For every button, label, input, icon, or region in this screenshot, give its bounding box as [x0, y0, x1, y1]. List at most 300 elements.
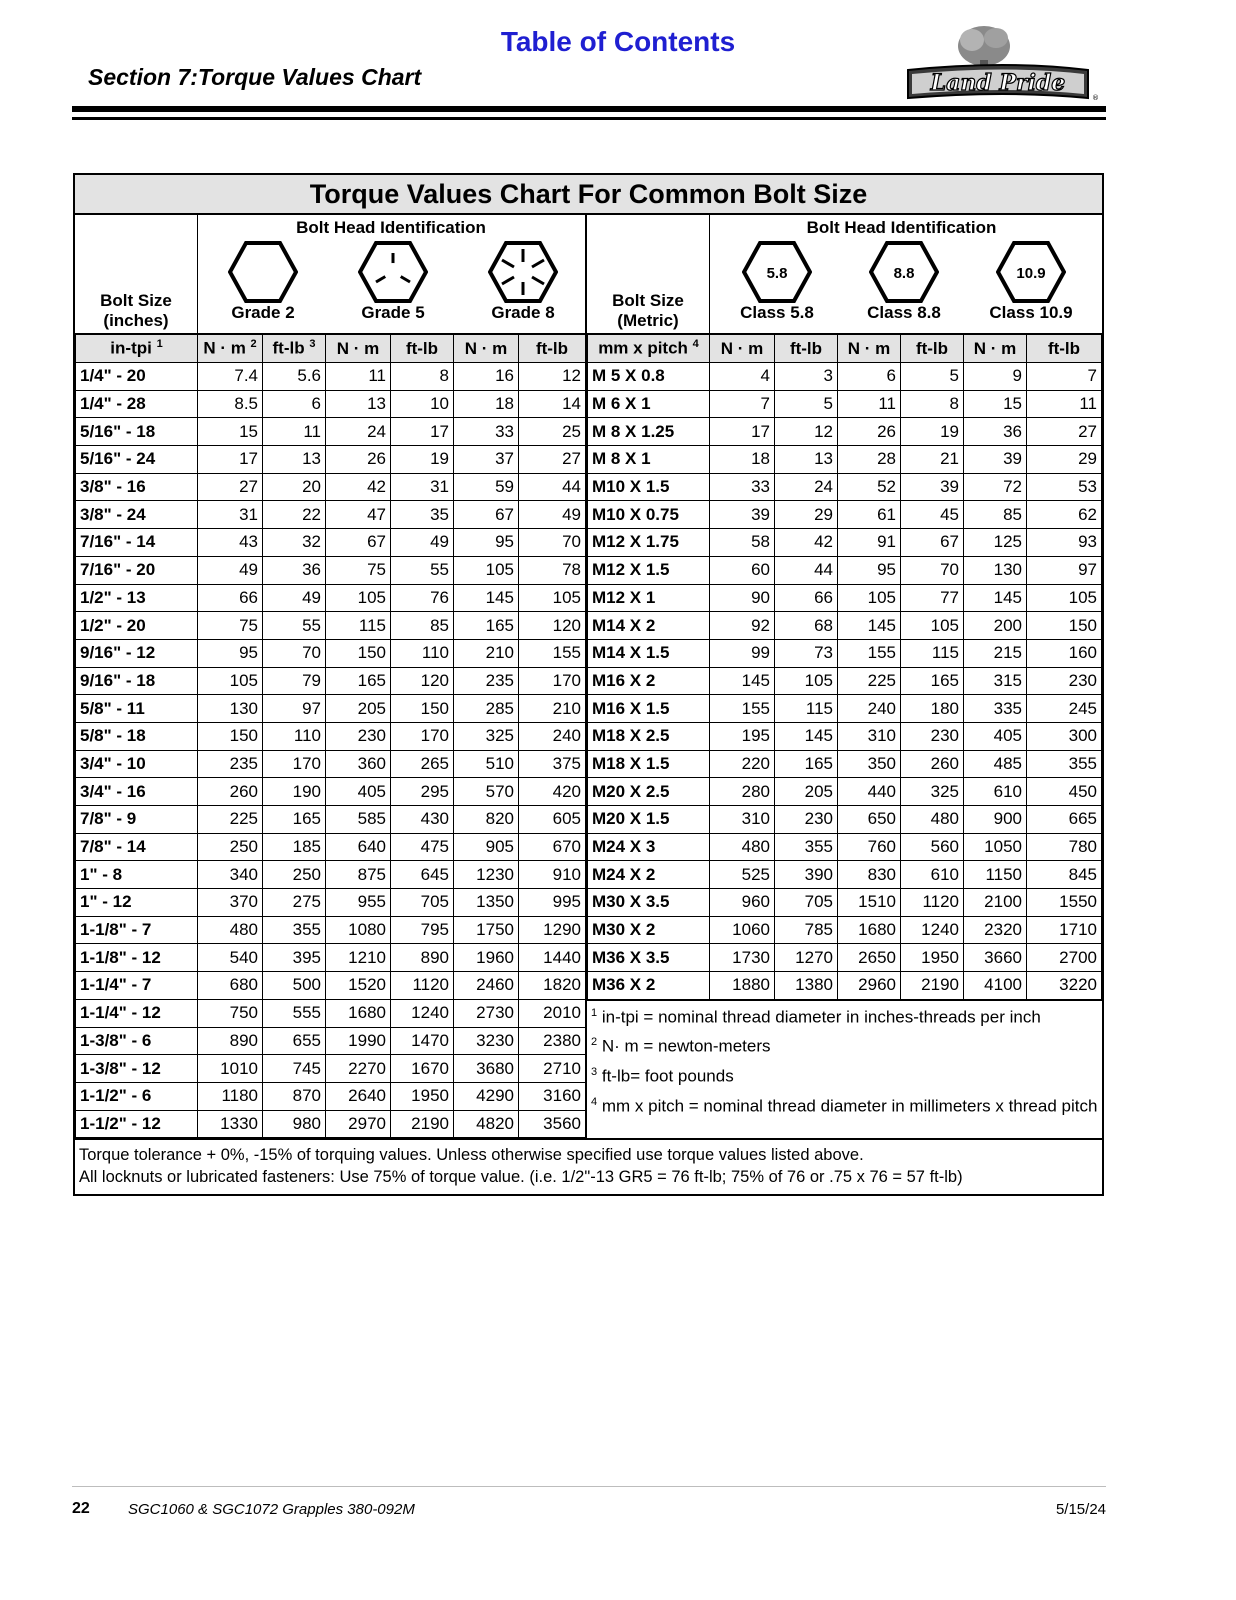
torque-value-cell: 15: [964, 390, 1027, 418]
torque-value-cell: 4290: [454, 1082, 519, 1110]
torque-value-cell: 210: [454, 639, 519, 667]
torque-value-cell: 1820: [519, 972, 586, 1000]
inch-bolt-head-header: [75, 215, 585, 334]
torque-value-cell: 325: [454, 722, 519, 750]
torque-value-cell: 315: [964, 667, 1027, 695]
torque-value-cell: 745: [263, 1055, 326, 1083]
inch-table-row: [76, 667, 586, 695]
torque-value-cell: 10: [391, 390, 454, 418]
torque-value-cell: 1520: [326, 972, 391, 1000]
torque-value-cell: 29: [1027, 446, 1102, 474]
svg-text:8.8: 8.8: [893, 265, 915, 282]
torque-value-cell: 4: [710, 363, 775, 391]
torque-value-cell: 12: [519, 363, 586, 391]
bolt-size-cell: 9/16" - 18: [76, 667, 198, 695]
torque-value-cell: 890: [391, 944, 454, 972]
torque-value-cell: 49: [391, 529, 454, 557]
bolt-size-cell: 3/4" - 10: [76, 750, 198, 778]
metric-table-row: [588, 363, 1102, 391]
metric-table-row: [588, 529, 1102, 557]
torque-value-cell: 170: [391, 722, 454, 750]
torque-value-cell: 910: [519, 861, 586, 889]
torque-value-cell: 21: [901, 446, 964, 474]
torque-value-cell: 36: [263, 556, 326, 584]
bolt-size-cell: 3/4" - 16: [76, 778, 198, 806]
metric-table-row: [588, 806, 1102, 834]
bolt-size-cell: M20 X 1.5: [588, 806, 710, 834]
class-8-8-head: 8.8 Class 8.8: [844, 241, 964, 323]
torque-value-cell: 77: [901, 584, 964, 612]
bolt-size-cell: 3/8" - 16: [76, 473, 198, 501]
torque-value-cell: 5: [775, 390, 838, 418]
col-grade8-nm: N · m: [454, 335, 519, 363]
torque-value-cell: 3560: [519, 1110, 586, 1138]
inch-table-row: [76, 695, 586, 723]
torque-value-cell: 160: [1027, 639, 1102, 667]
bolt-size-cell: M10 X 1.5: [588, 473, 710, 501]
torque-value-cell: 115: [326, 612, 391, 640]
inch-table-row: [76, 390, 586, 418]
torque-value-cell: 70: [901, 556, 964, 584]
torque-value-cell: 500: [263, 972, 326, 1000]
torque-value-cell: 650: [838, 806, 901, 834]
torque-value-cell: 22: [263, 501, 326, 529]
inch-table-row: [76, 612, 586, 640]
metric-table-row: [588, 695, 1102, 723]
torque-value-cell: 665: [1027, 806, 1102, 834]
torque-value-cell: 115: [901, 639, 964, 667]
inch-table-row: [76, 889, 586, 917]
bolt-size-cell: M18 X 2.5: [588, 722, 710, 750]
torque-values-chart: [73, 173, 1104, 1196]
torque-value-cell: 1230: [454, 861, 519, 889]
torque-value-cell: 1680: [326, 999, 391, 1027]
inch-table-row: [76, 556, 586, 584]
torque-value-cell: 27: [519, 446, 586, 474]
torque-value-cell: 3: [775, 363, 838, 391]
torque-value-cell: 1880: [710, 972, 775, 1000]
metric-table-row: [588, 722, 1102, 750]
torque-value-cell: 39: [710, 501, 775, 529]
footnote-4: $^4$ mm x pitch = nominal thread diameter in millimeters x thread pitch: [591, 1095, 1098, 1116]
torque-value-cell: 900: [964, 806, 1027, 834]
inch-table-row: [76, 722, 586, 750]
torque-value-cell: 11: [1027, 390, 1102, 418]
torque-value-cell: 560: [901, 833, 964, 861]
torque-value-cell: 110: [391, 639, 454, 667]
torque-value-cell: 62: [1027, 501, 1102, 529]
torque-value-cell: 705: [775, 889, 838, 917]
torque-value-cell: 29: [775, 501, 838, 529]
torque-value-cell: 390: [775, 861, 838, 889]
inch-table-body: [76, 363, 586, 1138]
torque-value-cell: 2190: [901, 972, 964, 1000]
torque-tolerance-note: Torque tolerance + 0%, -15% of torquing values. Unless otherwise specified use torque values listed above. All locknuts or lubricated fasteners: Use 75% of torque value. (i.e. 1/2"-13 GR5 = 76 ft-lb; 75% of 76 or .75 x 76 = 57 ft-lb): [75, 1138, 1102, 1194]
torque-value-cell: 780: [1027, 833, 1102, 861]
torque-value-cell: 85: [964, 501, 1027, 529]
torque-value-cell: 97: [263, 695, 326, 723]
torque-value-cell: 11: [838, 390, 901, 418]
bolt-size-cell: M24 X 3: [588, 833, 710, 861]
torque-value-cell: 680: [198, 972, 263, 1000]
torque-value-cell: 12: [775, 418, 838, 446]
metric-table-row: [588, 612, 1102, 640]
torque-value-cell: 2190: [391, 1110, 454, 1138]
bolt-size-cell: M36 X 2: [588, 972, 710, 1000]
bolt-size-cell: 5/8" - 11: [76, 695, 198, 723]
torque-value-cell: 2960: [838, 972, 901, 1000]
metric-table-row: [588, 446, 1102, 474]
torque-value-cell: 295: [391, 778, 454, 806]
bolt-size-cell: M12 X 1.75: [588, 529, 710, 557]
torque-value-cell: 210: [519, 695, 586, 723]
bolt-size-cell: 1-1/2" - 6: [76, 1082, 198, 1110]
bolt-size-cell: M10 X 0.75: [588, 501, 710, 529]
class-10-9-hex-icon: [996, 241, 1066, 303]
torque-value-cell: 105: [454, 556, 519, 584]
torque-value-cell: 275: [263, 889, 326, 917]
torque-value-cell: 325: [901, 778, 964, 806]
bolt-size-cell: M16 X 1.5: [588, 695, 710, 723]
torque-value-cell: 3220: [1027, 972, 1102, 1000]
torque-value-cell: 785: [775, 916, 838, 944]
torque-value-cell: 60: [710, 556, 775, 584]
bolt-size-cell: M18 X 1.5: [588, 750, 710, 778]
bolt-size-cell: 1/4" - 28: [76, 390, 198, 418]
torque-value-cell: 105: [1027, 584, 1102, 612]
torque-value-cell: 36: [964, 418, 1027, 446]
col-grade2-ftlb: ft-lb $^3$: [263, 335, 326, 363]
bolt-size-cell: 1-1/8" - 7: [76, 916, 198, 944]
torque-value-cell: 670: [519, 833, 586, 861]
torque-value-cell: 49: [198, 556, 263, 584]
torque-value-cell: 67: [326, 529, 391, 557]
torque-value-cell: 875: [326, 861, 391, 889]
torque-value-cell: 3160: [519, 1082, 586, 1110]
svg-text:®: ®: [1092, 94, 1099, 102]
torque-value-cell: 260: [901, 750, 964, 778]
torque-value-cell: 240: [838, 695, 901, 723]
torque-value-cell: 2380: [519, 1027, 586, 1055]
inch-table-row: [76, 806, 586, 834]
bolt-size-cell: M 5 X 0.8: [588, 363, 710, 391]
footnote-2: $^2$ N· m = newton-meters: [591, 1036, 771, 1057]
bolt-size-cell: M14 X 1.5: [588, 639, 710, 667]
metric-table-row: [588, 750, 1102, 778]
torque-value-cell: 19: [901, 418, 964, 446]
bolt-size-cell: M12 X 1.5: [588, 556, 710, 584]
bolt-size-cell: M16 X 2: [588, 667, 710, 695]
col-class109-nm: N · m: [964, 335, 1027, 363]
inch-bolt-head-identification-label: Bolt Head Identification: [296, 218, 486, 237]
inch-table-row: [76, 1082, 586, 1110]
torque-value-cell: 280: [710, 778, 775, 806]
torque-value-cell: 285: [454, 695, 519, 723]
bolt-size-cell: 9/16" - 12: [76, 639, 198, 667]
torque-value-cell: 1950: [901, 944, 964, 972]
metric-table-row: [588, 584, 1102, 612]
torque-value-cell: 26: [838, 418, 901, 446]
torque-value-cell: 310: [838, 722, 901, 750]
torque-value-cell: 235: [198, 750, 263, 778]
torque-value-cell: 90: [710, 584, 775, 612]
torque-value-cell: 8: [901, 390, 964, 418]
torque-value-cell: 91: [838, 529, 901, 557]
torque-value-cell: 2650: [838, 944, 901, 972]
torque-value-cell: 5: [901, 363, 964, 391]
footnote-1: $^1$ in-tpi = nominal thread diameter in inches-threads per inch: [591, 1006, 1041, 1027]
col-class88-ftlb: ft-lb: [901, 335, 964, 363]
torque-value-cell: 510: [454, 750, 519, 778]
torque-value-cell: 1010: [198, 1055, 263, 1083]
torque-value-cell: 1240: [901, 916, 964, 944]
col-grade8-ftlb: ft-lb: [519, 335, 586, 363]
torque-value-cell: 37: [454, 446, 519, 474]
inch-table-row: [76, 778, 586, 806]
inch-table-row: [76, 473, 586, 501]
torque-value-cell: 9: [964, 363, 1027, 391]
torque-value-cell: 58: [710, 529, 775, 557]
class-5-8-hex-icon: [742, 241, 812, 303]
torque-value-cell: 26: [326, 446, 391, 474]
torque-value-cell: 39: [964, 446, 1027, 474]
torque-value-cell: 165: [326, 667, 391, 695]
torque-value-cell: 6: [263, 390, 326, 418]
torque-value-cell: 42: [326, 473, 391, 501]
torque-value-cell: 120: [519, 612, 586, 640]
torque-value-cell: 405: [326, 778, 391, 806]
torque-value-cell: 150: [198, 722, 263, 750]
torque-value-cell: 205: [326, 695, 391, 723]
inch-table-row: [76, 446, 586, 474]
torque-value-cell: 11: [263, 418, 326, 446]
torque-value-cell: 760: [838, 833, 901, 861]
torque-value-cell: 1120: [901, 889, 964, 917]
bolt-size-cell: 1-1/8" - 12: [76, 944, 198, 972]
torque-value-cell: 3680: [454, 1055, 519, 1083]
torque-value-cell: 585: [326, 806, 391, 834]
inch-bolt-size-label: Bolt Size (inches): [100, 291, 172, 330]
torque-value-cell: 905: [454, 833, 519, 861]
torque-value-cell: 1180: [198, 1082, 263, 1110]
metric-table-row: [588, 833, 1102, 861]
torque-value-cell: 610: [901, 861, 964, 889]
torque-value-cell: 195: [710, 722, 775, 750]
svg-text:5.8: 5.8: [766, 265, 788, 282]
torque-value-cell: 4820: [454, 1110, 519, 1138]
bolt-size-cell: 7/8" - 9: [76, 806, 198, 834]
torque-value-cell: 13: [326, 390, 391, 418]
torque-value-cell: 27: [1027, 418, 1102, 446]
metric-table-row: [588, 556, 1102, 584]
bolt-size-cell: 7/8" - 14: [76, 833, 198, 861]
torque-value-cell: 95: [838, 556, 901, 584]
torque-value-cell: 225: [198, 806, 263, 834]
torque-value-cell: 110: [263, 722, 326, 750]
torque-value-cell: 85: [391, 612, 454, 640]
torque-value-cell: 92: [710, 612, 775, 640]
torque-value-cell: 480: [710, 833, 775, 861]
torque-value-cell: 155: [519, 639, 586, 667]
torque-value-cell: 1150: [964, 861, 1027, 889]
torque-value-cell: 2460: [454, 972, 519, 1000]
torque-value-cell: 97: [1027, 556, 1102, 584]
torque-value-cell: 480: [901, 806, 964, 834]
torque-value-cell: 105: [519, 584, 586, 612]
torque-value-cell: 13: [775, 446, 838, 474]
torque-value-cell: 95: [454, 529, 519, 557]
chart-title: Torque Values Chart For Common Bolt Size: [75, 175, 1102, 215]
torque-value-cell: 995: [519, 889, 586, 917]
inch-table-row: [76, 584, 586, 612]
metric-table-row: [588, 473, 1102, 501]
col-class58-nm: N · m: [710, 335, 775, 363]
torque-value-cell: 155: [710, 695, 775, 723]
torque-value-cell: 335: [964, 695, 1027, 723]
torque-value-cell: 18: [454, 390, 519, 418]
bolt-size-cell: M20 X 2.5: [588, 778, 710, 806]
torque-value-cell: 1350: [454, 889, 519, 917]
torque-value-cell: 93: [1027, 529, 1102, 557]
torque-value-cell: 355: [263, 916, 326, 944]
bolt-size-cell: M30 X 3.5: [588, 889, 710, 917]
torque-value-cell: 7: [710, 390, 775, 418]
metric-column-header-row: [588, 335, 1102, 363]
torque-value-cell: 53: [1027, 473, 1102, 501]
torque-value-cell: 1750: [454, 916, 519, 944]
torque-value-cell: 705: [391, 889, 454, 917]
bolt-size-cell: 1-3/8" - 12: [76, 1055, 198, 1083]
torque-value-cell: 105: [838, 584, 901, 612]
torque-value-cell: 105: [901, 612, 964, 640]
torque-value-cell: 1470: [391, 1027, 454, 1055]
torque-value-cell: 245: [1027, 695, 1102, 723]
metric-table-row: [588, 501, 1102, 529]
bolt-size-cell: 3/8" - 24: [76, 501, 198, 529]
torque-value-cell: 180: [901, 695, 964, 723]
col-class58-ftlb: ft-lb: [775, 335, 838, 363]
torque-value-cell: 355: [775, 833, 838, 861]
torque-value-cell: 17: [391, 418, 454, 446]
torque-value-cell: 170: [519, 667, 586, 695]
torque-value-cell: 14: [519, 390, 586, 418]
torque-value-cell: 360: [326, 750, 391, 778]
inch-table-row: [76, 639, 586, 667]
bolt-size-cell: 1-3/8" - 6: [76, 1027, 198, 1055]
torque-value-cell: 66: [198, 584, 263, 612]
torque-value-cell: 72: [964, 473, 1027, 501]
torque-value-cell: 260: [198, 778, 263, 806]
torque-value-cell: 44: [775, 556, 838, 584]
class-8-8-hex-icon: [869, 241, 939, 303]
bolt-size-cell: 5/16" - 24: [76, 446, 198, 474]
col-grade2-nm: N · m $^2$: [198, 335, 263, 363]
grade-2-hex-icon: [228, 241, 298, 303]
torque-value-cell: 105: [775, 667, 838, 695]
torque-value-cell: 2100: [964, 889, 1027, 917]
col-mm-pitch: mm x pitch $^4$: [588, 335, 710, 363]
torque-value-cell: 265: [391, 750, 454, 778]
torque-value-cell: 1710: [1027, 916, 1102, 944]
torque-value-cell: 59: [454, 473, 519, 501]
torque-value-cell: 1050: [964, 833, 1027, 861]
torque-value-cell: 1990: [326, 1027, 391, 1055]
torque-value-cell: 27: [198, 473, 263, 501]
bolt-size-cell: 1/4" - 20: [76, 363, 198, 391]
torque-value-cell: 185: [263, 833, 326, 861]
torque-value-cell: 2730: [454, 999, 519, 1027]
torque-value-cell: 250: [198, 833, 263, 861]
metric-table-row: [588, 861, 1102, 889]
inch-table-row: [76, 418, 586, 446]
torque-value-cell: 960: [710, 889, 775, 917]
torque-value-cell: 440: [838, 778, 901, 806]
torque-value-cell: 1550: [1027, 889, 1102, 917]
metric-bolt-head-identification-label: Bolt Head Identification: [806, 218, 997, 237]
metric-table-row: [588, 778, 1102, 806]
torque-value-cell: 33: [454, 418, 519, 446]
torque-value-cell: 66: [775, 584, 838, 612]
torque-value-cell: 49: [519, 501, 586, 529]
torque-value-cell: 31: [391, 473, 454, 501]
torque-value-cell: 1960: [454, 944, 519, 972]
bolt-size-cell: M 8 X 1.25: [588, 418, 710, 446]
torque-value-cell: 1330: [198, 1110, 263, 1138]
torque-value-cell: 645: [391, 861, 454, 889]
torque-value-cell: 130: [964, 556, 1027, 584]
torque-value-cell: 145: [710, 667, 775, 695]
page-number: 22: [72, 1500, 90, 1517]
torque-value-cell: 165: [263, 806, 326, 834]
document-id: SGC1060 & SGC1072 Grapples 380-092M: [128, 1501, 415, 1518]
torque-value-cell: 125: [964, 529, 1027, 557]
revision-date: 5/15/24: [1055, 1501, 1106, 1518]
torque-value-cell: 890: [198, 1027, 263, 1055]
torque-value-cell: 1510: [838, 889, 901, 917]
torque-value-cell: 33: [710, 473, 775, 501]
metric-table-row: [588, 972, 1102, 1000]
torque-value-cell: 11: [326, 363, 391, 391]
inch-torque-table: [75, 334, 586, 1138]
metric-table-row: [588, 390, 1102, 418]
torque-value-cell: 1240: [391, 999, 454, 1027]
torque-value-cell: 830: [838, 861, 901, 889]
torque-value-cell: 3230: [454, 1027, 519, 1055]
torque-value-cell: 225: [838, 667, 901, 695]
torque-value-cell: 39: [901, 473, 964, 501]
torque-value-cell: 795: [391, 916, 454, 944]
torque-value-cell: 750: [198, 999, 263, 1027]
header-rule-thin: [72, 117, 1106, 120]
torque-value-cell: 170: [263, 750, 326, 778]
torque-value-cell: 1950: [391, 1082, 454, 1110]
torque-value-cell: 555: [263, 999, 326, 1027]
torque-value-cell: 24: [326, 418, 391, 446]
torque-value-cell: 19: [391, 446, 454, 474]
inch-table-row: [76, 1027, 586, 1055]
bolt-size-cell: 1-1/4" - 12: [76, 999, 198, 1027]
table-of-contents-link[interactable]: Table of Contents: [500, 26, 736, 57]
torque-value-cell: 2700: [1027, 944, 1102, 972]
metric-bolt-size-label: Bolt Size (Metric): [612, 291, 684, 330]
torque-value-cell: 430: [391, 806, 454, 834]
torque-value-cell: 145: [838, 612, 901, 640]
torque-value-cell: 240: [519, 722, 586, 750]
bolt-size-cell: 1/2" - 20: [76, 612, 198, 640]
bolt-size-cell: 1" - 8: [76, 861, 198, 889]
torque-value-cell: 375: [519, 750, 586, 778]
bolt-size-cell: M12 X 1: [588, 584, 710, 612]
